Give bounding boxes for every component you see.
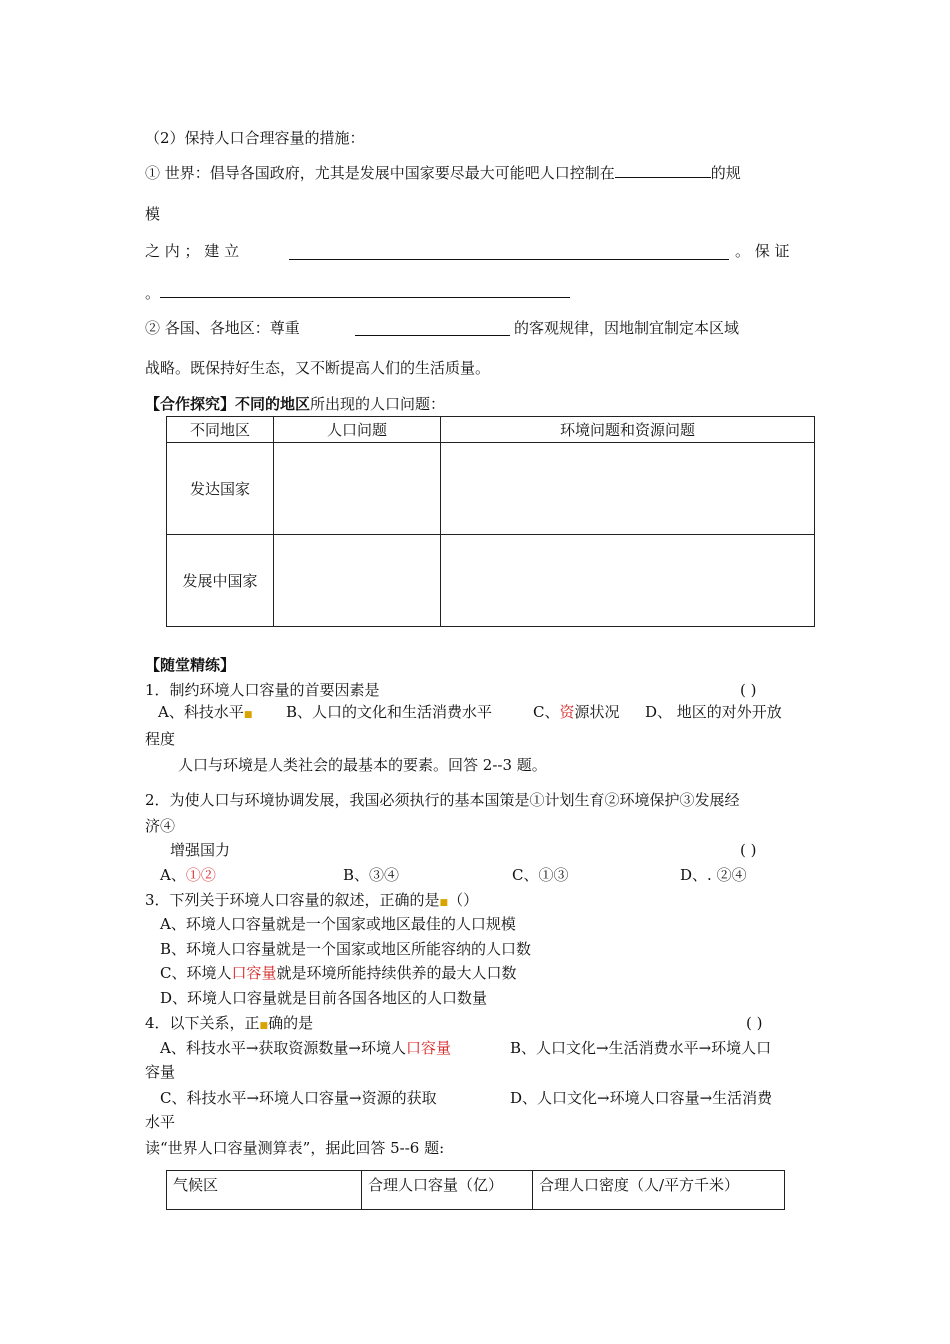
q4-stem xyxy=(145,1013,313,1036)
answer-paren[interactable]: ( ) xyxy=(740,681,757,699)
world-measure-line xyxy=(145,163,741,183)
regions-wrap: 战略。既保持好生态，又不断提高人们的生活质量。 xyxy=(145,359,491,377)
q3-stem xyxy=(145,890,478,913)
header-population: 人口问题 xyxy=(274,417,441,443)
section-heading: （2）保持人口合理容量的措施： xyxy=(145,129,365,147)
q1-option-d: D、 地区的对外开放 xyxy=(645,703,782,721)
mark-dot: ■ xyxy=(259,1021,269,1031)
q4-stem-rest: 确的是 xyxy=(268,1014,314,1032)
q2-option-a-label: A、 xyxy=(160,866,186,884)
q1-option-c-label: C、 xyxy=(533,703,560,721)
table-row xyxy=(167,443,815,535)
answer-paren[interactable]: （） xyxy=(448,891,479,909)
q1-option-c-rest: 源状况 xyxy=(574,703,620,721)
q4-option-a-text: A、科技水平→获取资源数量→环境人 xyxy=(160,1039,406,1057)
world-measure-text: ① 世界：倡导各国政府，尤其是发展中国家要尽最大可能吧人口控制在 xyxy=(145,164,615,182)
q2-stem-wrap: 济④ xyxy=(145,817,176,835)
q1-option-c xyxy=(533,702,620,722)
q4-stem-text: 4．以下关系，正 xyxy=(145,1014,260,1032)
q2-option-c: C、①③ xyxy=(512,866,569,884)
regions-cont: 的客观规律，因地制宜制定本区域 xyxy=(514,319,740,337)
intro-text: 人口与环境是人类社会的最基本的要素。回答 2--3 题。 xyxy=(178,756,547,774)
q3-option-c xyxy=(160,963,517,983)
q1-option-c-highlight: 资 xyxy=(559,703,575,721)
q4-option-d-wrap: 水平 xyxy=(145,1113,176,1131)
q2-option-a-value: ①② xyxy=(185,866,216,884)
table-row xyxy=(167,535,815,627)
header-region: 不同地区 xyxy=(167,417,274,443)
q4-option-c: C、科技水平→环境人口容量→资源的获取 xyxy=(160,1089,437,1107)
header-climate: 气候区 xyxy=(167,1171,362,1210)
table-header-row xyxy=(167,417,815,443)
answer-cell[interactable] xyxy=(441,535,815,627)
q3-option-a: A、环境人口容量就是一个国家或地区最佳的人口规模 xyxy=(160,915,516,933)
q3-option-c-rest: 就是环境所能持续供养的最大人口数 xyxy=(276,964,517,982)
practice-title: 【随堂精练】 xyxy=(145,656,236,674)
read-instruction: 读“世界人口容量测算表”，据此回答 5--6 题: xyxy=(145,1139,445,1157)
capacity-table xyxy=(166,1170,785,1210)
q3-option-d: D、环境人口容量就是目前各国各地区的人口数量 xyxy=(160,989,488,1007)
mark-dot: ■ xyxy=(243,710,253,720)
q2-option-b: B、③④ xyxy=(343,866,400,884)
q2-stem-wrap2: 增强国力 xyxy=(170,841,231,859)
q3-stem-text: 3．下列关于环境人口容量的叙述，正确的是 xyxy=(145,891,440,909)
q2-option-a xyxy=(160,865,216,885)
row-label-developing: 发展中国家 xyxy=(167,535,274,627)
answer-paren[interactable]: ( ) xyxy=(746,1014,763,1032)
q1-options xyxy=(158,702,252,725)
answer-cell[interactable] xyxy=(274,443,441,535)
coop-title xyxy=(145,394,445,414)
ensure-line xyxy=(145,283,570,303)
within-text: 之 内 ； 建 立 xyxy=(145,242,240,260)
header-environment: 环境问题和资源问题 xyxy=(441,417,815,443)
fill-blank[interactable] xyxy=(289,245,729,260)
answer-cell[interactable] xyxy=(441,443,815,535)
regions-table xyxy=(166,416,815,627)
q1-stem: 1．制约环境人口容量的首要因素是 xyxy=(145,681,380,699)
q4-option-a xyxy=(160,1038,451,1058)
answer-paren[interactable]: ( ) xyxy=(740,841,757,859)
q4-option-a-highlight: 口容量 xyxy=(405,1039,451,1057)
answer-cell[interactable] xyxy=(274,535,441,627)
mark-dot: ■ xyxy=(439,898,449,908)
coop-rest: 所出现的人口问题： xyxy=(310,395,446,413)
q3-option-c-label: C、环境人 xyxy=(160,964,232,982)
header-capacity: 合理人口容量（亿） xyxy=(362,1171,533,1210)
world-measure-cont: 的规 xyxy=(710,164,741,182)
fill-blank[interactable] xyxy=(615,163,711,178)
period-text: 。 xyxy=(145,284,161,302)
q1-option-d-wrap: 程度 xyxy=(145,730,176,748)
row-label-developed: 发达国家 xyxy=(167,443,274,535)
regions-text: ② 各国、各地区：尊重 xyxy=(145,319,300,337)
establish-line xyxy=(145,241,239,261)
coop-bracket-title: 【合作探究】不同的地区 xyxy=(145,395,311,413)
regions-line xyxy=(145,318,300,338)
q4-option-b: B、人口文化→生活消费水平→环境人口 xyxy=(510,1039,772,1057)
header-density: 合理人口密度（人/平方千米） xyxy=(533,1171,785,1210)
q1-option-b: B、人口的文化和生活消费水平 xyxy=(286,703,493,721)
q1-option-a: A、科技水平 xyxy=(158,703,244,721)
q4-option-d: D、人口文化→环境人口容量→生活消费 xyxy=(510,1089,773,1107)
q3-option-b: B、环境人口容量就是一个国家或地区所能容纳的人口数 xyxy=(160,940,532,958)
q3-option-c-highlight: 口容量 xyxy=(231,964,277,982)
ensure-text: 。 保 证 xyxy=(735,242,790,260)
world-measure-wrap: 模 xyxy=(145,205,161,223)
q4-option-b-wrap: 容量 xyxy=(145,1063,176,1081)
fill-blank[interactable] xyxy=(160,283,570,298)
q2-option-d: D、. ②④ xyxy=(680,866,747,884)
fill-blank[interactable] xyxy=(355,321,510,336)
table-header-row xyxy=(167,1171,785,1210)
q2-stem: 2．为使人口与环境协调发展，我国必须执行的基本国策是①计划生育②环境保护③发展经 xyxy=(145,791,740,809)
